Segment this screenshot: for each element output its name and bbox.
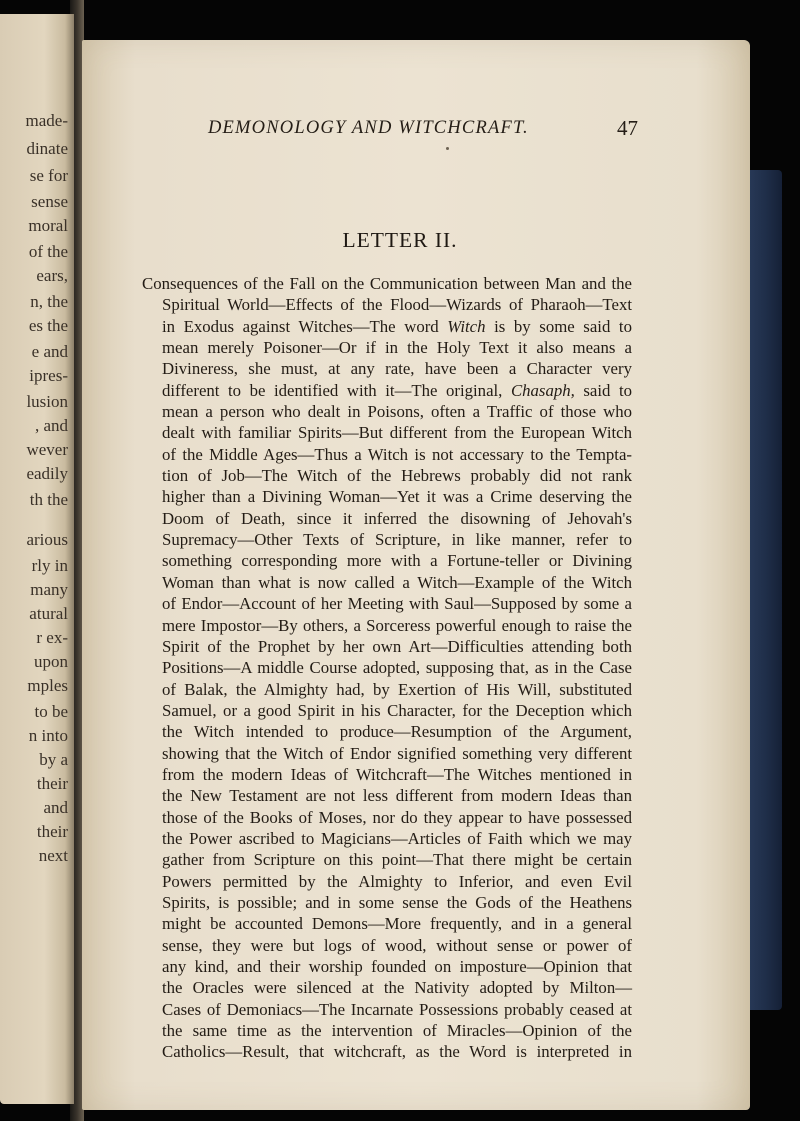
- summary-line: Woman than what is now called a Witch—Example of the Witch: [162, 572, 632, 592]
- left-page-fragment: r ex-: [36, 628, 68, 647]
- left-page-fragment: of the: [28, 242, 68, 261]
- summary-line: sense, they were but logs of wood, without sense or power of: [162, 935, 632, 955]
- left-page-fragment: their: [36, 774, 68, 793]
- left-page-fragment: by a: [39, 750, 68, 769]
- chapter-summary: [142, 273, 632, 1063]
- summary-line: showing that the Witch of Endor signified something very different: [162, 743, 632, 763]
- summary-line: Samuel, or a good Spirit in his Character, for the Deception which: [162, 700, 632, 720]
- summary-line: of Endor—Account of her Meeting with Saul—Supposed by some a: [162, 594, 632, 614]
- left-page-fragment: next: [38, 846, 68, 865]
- summary-line: mere Impostor—By others, a Sorceress powerful enough to raise the: [162, 615, 632, 635]
- left-page-fragment: moral: [28, 216, 68, 235]
- left-page-fragment: wever: [26, 440, 68, 459]
- summary-line: the New Testament are not less different from modern Ideas than: [162, 786, 632, 806]
- left-page-fragment: th the: [29, 490, 68, 509]
- summary-line: Divineress, she must, at any rate, have been a Character very: [162, 359, 632, 379]
- left-page-fragment: n into: [28, 726, 68, 745]
- summary-line: in Exodus against Witches—The word Witch is by some said to: [162, 316, 632, 336]
- summary-line: of the Middle Ages—Thus a Witch is not accessary to the Tempta-: [162, 444, 632, 464]
- left-page-fragment: mples: [27, 676, 68, 695]
- letter-heading: LETTER II.: [342, 228, 458, 252]
- left-page-fragment: atural: [29, 604, 68, 623]
- left-page-fragment: es the: [28, 316, 68, 335]
- summary-line: higher than a Divining Woman—Yet it was a Crime deserving the: [162, 487, 632, 507]
- summary-line: the Oracles were silenced at the Nativity adopted by Milton—: [162, 978, 632, 998]
- summary-line: Powers permitted by the Almighty to Inferior, and even Evil: [162, 871, 632, 891]
- summary-line: Spirits, is possible; and in some sense the Gods of the Heathens: [162, 892, 632, 912]
- left-page-fragment: , and: [34, 416, 68, 435]
- page-number: 47: [617, 116, 638, 140]
- left-page-fragment: and: [43, 798, 68, 817]
- left-page-fragment: their: [36, 822, 68, 841]
- left-page-fragment: n, the: [30, 292, 68, 311]
- summary-line: the Witch intended to produce—Resumption of the Argument,: [162, 722, 632, 742]
- summary-line: Consequences of the Fall on the Communication between Man and the: [142, 274, 632, 293]
- summary-line: mean a person who dealt in Poisons, often a Traffic of those who: [162, 402, 632, 422]
- running-head: DEMONOLOGY AND WITCHCRAFT.: [208, 118, 529, 138]
- left-page-fragment: ipres-: [29, 366, 68, 385]
- summary-line: different to be identified with it—The original, Chasaph, said to: [162, 380, 632, 400]
- summary-line: of Balak, the Almighty had, by Exertion of His Will, substituted: [162, 679, 632, 699]
- summary-line: something corresponding more with a Fortune-teller or Divining: [162, 551, 632, 571]
- left-page-fragment: many: [30, 580, 68, 599]
- left-page-fragment: se for: [29, 166, 68, 185]
- summary-line: Spirit of the Prophet by her own Art—Difficulties attending both: [162, 636, 632, 656]
- left-page-fragment: upon: [34, 652, 68, 671]
- ornament-dot: [446, 147, 449, 150]
- summary-line: Catholics—Result, that witchcraft, as the Word is interpreted in: [162, 1042, 632, 1062]
- summary-line: from the modern Ideas of Witchcraft—The Witches mentioned in: [162, 764, 632, 784]
- italic-term: Witch: [447, 316, 486, 336]
- left-page-fragment: sense: [31, 192, 68, 211]
- left-page-fragment: made-: [25, 111, 68, 130]
- summary-line: Spiritual World—Effects of the Flood—Wizards of Pharaoh—Text: [162, 295, 632, 315]
- left-page-fragment: eadily: [26, 464, 68, 483]
- left-page-edge: [0, 14, 74, 1104]
- summary-line: the Power ascribed to Magicians—Articles of Faith which we may: [162, 828, 632, 848]
- summary-line: mean merely Poisoner—Or if in the Holy Text it also means a: [162, 338, 632, 358]
- left-page-fragment: dinate: [26, 139, 68, 158]
- left-page-fragment: ears,: [36, 266, 68, 285]
- summary-line: the same time as the intervention of Miracles—Opinion of the: [162, 1021, 632, 1041]
- summary-line: tion of Job—The Witch of the Hebrews probably did not rank: [162, 466, 632, 486]
- summary-line: might be accounted Demons—More frequently, and in a general: [162, 914, 632, 934]
- summary-line: Supremacy—Other Texts of Scripture, in like manner, refer to: [162, 530, 632, 550]
- summary-line: dealt with familiar Spirits—But different from the European Witch: [162, 423, 632, 443]
- left-page-fragment: lusion: [26, 392, 68, 411]
- summary-line: Doom of Death, since it inferred the disowning of Jehovah's: [162, 508, 632, 528]
- summary-line: those of the Books of Moses, nor do they appear to have possessed: [162, 807, 632, 827]
- summary-line: gather from Scripture on this point—That there might be certain: [162, 850, 632, 870]
- left-page-fragment: to be: [34, 702, 68, 721]
- left-page-fragment: e and: [31, 342, 68, 361]
- summary-line: Cases of Demoniacs—The Incarnate Possessions probably ceased at: [162, 999, 632, 1019]
- left-page-fragment: arious: [26, 530, 68, 549]
- left-page-fragment: rly in: [31, 556, 68, 575]
- summary-line: any kind, and their worship founded on imposture—Opinion that: [162, 957, 632, 976]
- italic-term: Chasaph,: [510, 380, 575, 400]
- summary-line: Positions—A middle Course adopted, supposing that, as in the Case: [162, 658, 632, 678]
